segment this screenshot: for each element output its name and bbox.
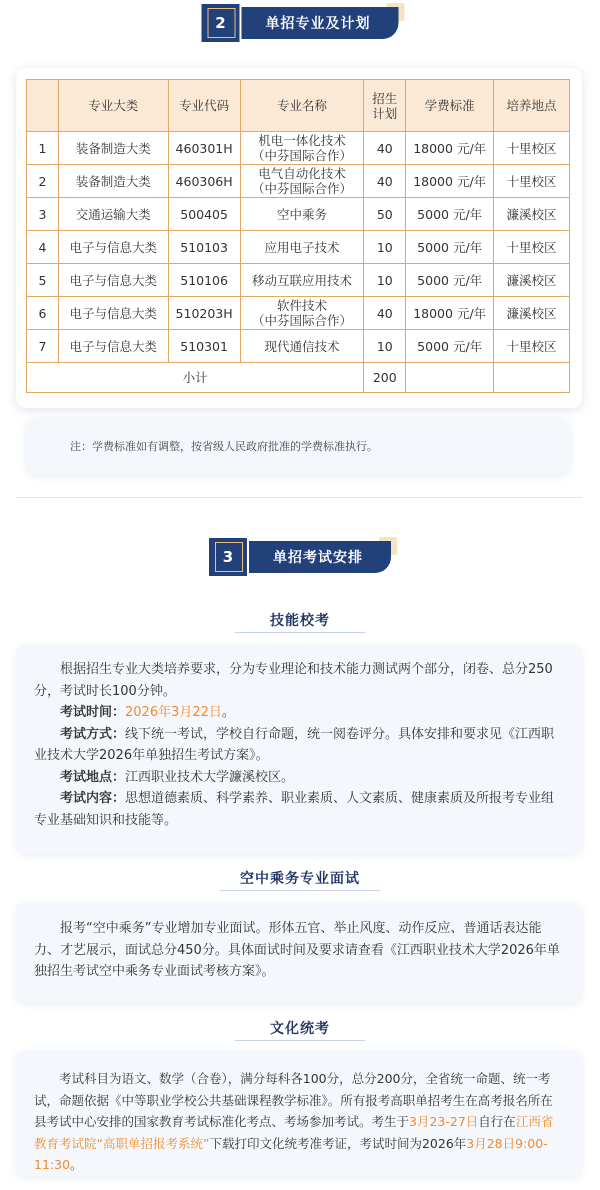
text: 。 xyxy=(221,705,235,720)
table-row xyxy=(27,198,570,231)
table-cell: 装备制造大类 xyxy=(58,132,168,165)
table-cell: 装备制造大类 xyxy=(58,165,168,198)
empty-cell xyxy=(406,363,494,393)
culture-exam-card xyxy=(16,1050,582,1176)
table-cell: 500405 xyxy=(168,198,240,231)
table-cell: 5000 元/年 xyxy=(406,198,494,231)
table-cell: 电气自动化技术 （中芬国际合作） xyxy=(240,165,364,198)
table-cell: 510103 xyxy=(168,231,240,264)
registration-system-link[interactable]: 江西省教育考试院“高职单招报考系统” xyxy=(34,1114,554,1151)
table-header-cell: 招生 计划 xyxy=(364,80,406,132)
table-row xyxy=(27,297,570,330)
table-row xyxy=(27,165,570,198)
skill-exam-title: 技能校考 xyxy=(270,613,330,629)
title-underline xyxy=(220,890,380,891)
section-title: 单招考试安排 xyxy=(249,541,391,573)
table-cell: 空中乘务 xyxy=(240,198,364,231)
plan-table xyxy=(26,79,570,393)
table-cell: 4 xyxy=(27,231,59,264)
text: 。 xyxy=(70,1157,83,1172)
section-number-badge xyxy=(202,4,240,42)
fee-note-text: 注：学费标准如有调整，按省级人民政府批准的学费标准执行。 xyxy=(70,440,378,453)
section-number: 2 xyxy=(215,14,226,32)
table-cell: 移动互联应用技术 xyxy=(240,264,364,297)
table-cell: 濂溪校区 xyxy=(494,198,570,231)
table-header-cell: 学费标准 xyxy=(406,80,494,132)
text: 考试科目为语文、数学（合卷），满分每科各100分，总分200分，全省统一命题、统一考试，命题依据《中等职业学校公共基础课程教学标准》。所有报考高职单招考生在高考报名所在县考试中心安排的国家教育考试标准化考点、考场参加考试。考生于 xyxy=(34,1071,553,1129)
table-cell: 电子与信息大类 xyxy=(58,264,168,297)
table-cell: 应用电子技术 xyxy=(240,231,364,264)
table-cell: 18000 元/年 xyxy=(406,132,494,165)
download-dates: 3月23-27日 xyxy=(409,1114,479,1129)
label: 考试方式： xyxy=(60,726,126,742)
text: 思想道德素质、科学素养、职业素质、人文素质、健康素质及所报考专业组专业基础知识和技能等。 xyxy=(34,791,555,828)
table-cell: 18000 元/年 xyxy=(406,165,494,198)
table-header-cell: 专业大类 xyxy=(58,80,168,132)
skill-time xyxy=(34,702,564,724)
skill-content xyxy=(34,788,564,831)
title-underline xyxy=(235,632,365,633)
table-cell: 10 xyxy=(364,264,406,297)
exam-datetime: 3月28日9:00-11:30 xyxy=(34,1135,548,1172)
table-cell: 460301H xyxy=(168,132,240,165)
text: 江西职业技术大学濂溪校区。 xyxy=(125,769,295,785)
table-header-cell: 专业代码 xyxy=(168,80,240,132)
subtotal-row xyxy=(27,363,570,393)
table-cell: 交通运输大类 xyxy=(58,198,168,231)
table-cell: 濂溪校区 xyxy=(494,264,570,297)
skill-exam-card xyxy=(16,645,582,853)
table-cell: 460306H xyxy=(168,165,240,198)
table-header-cell: 培养地点 xyxy=(494,80,570,132)
table-cell: 3 xyxy=(27,198,59,231)
exam-date: 2026年3月22日 xyxy=(125,705,222,720)
section-divider xyxy=(16,497,582,498)
table-cell: 十里校区 xyxy=(494,330,570,363)
table-cell: 电子与信息大类 xyxy=(58,231,168,264)
interview-text: 报考“空中乘务”专业增加专业面试。形体五官、举止风度、动作反应、普通话表达能力、才艺展示，面试总分450分。具体面试时间及要求请查看《江西职业技术大学2026年单独招生考试空中乘务专业面试考核方案》。 xyxy=(34,921,560,979)
table-cell: 5000 元/年 xyxy=(406,264,494,297)
subtotal-label: 小计 xyxy=(27,363,364,393)
skill-intro: 根据招生专业大类培养要求，分为专业理论和技术能力测试两个部分，闭卷、总分250分，考试时长100分钟。 xyxy=(34,662,553,699)
table-cell: 40 xyxy=(364,165,406,198)
section-number-badge xyxy=(209,538,247,576)
text: 线下统一考试，学校自行命题，统一阅卷评分。具体安排和要求见《江西职业技术大学2026年单独招生考试方案》。 xyxy=(34,726,555,763)
table-header-cell xyxy=(27,80,59,132)
label: 考试地点： xyxy=(60,769,126,785)
text: 下载打印文化统考准考证，考试时间为2026年 xyxy=(209,1135,467,1151)
skill-place xyxy=(34,767,564,789)
table-cell: 6 xyxy=(27,297,59,330)
table-cell: 电子与信息大类 xyxy=(58,330,168,363)
fee-note xyxy=(26,418,570,474)
empty-cell xyxy=(494,363,570,393)
title-underline xyxy=(235,1040,365,1041)
section-number: 3 xyxy=(222,548,234,566)
plan-table-card xyxy=(16,68,582,408)
table-cell: 40 xyxy=(364,297,406,330)
interview-card xyxy=(16,902,582,1002)
table-row xyxy=(27,132,570,165)
section-header-plan xyxy=(202,4,399,42)
table-cell: 50 xyxy=(364,198,406,231)
label: 考试时间： xyxy=(60,705,126,720)
culture-text xyxy=(34,1068,564,1176)
table-header-row xyxy=(27,80,570,132)
table-cell: 510301 xyxy=(168,330,240,363)
table-cell: 电子与信息大类 xyxy=(58,297,168,330)
table-row xyxy=(27,264,570,297)
text: 自行在 xyxy=(478,1114,516,1129)
table-cell: 1 xyxy=(27,132,59,165)
table-cell: 十里校区 xyxy=(494,231,570,264)
table-cell: 软件技术 （中芬国际合作） xyxy=(240,297,364,330)
skill-method xyxy=(34,724,564,767)
table-cell: 现代通信技术 xyxy=(240,330,364,363)
table-cell: 十里校区 xyxy=(494,165,570,198)
table-header-cell: 专业名称 xyxy=(240,80,364,132)
section-header-exam xyxy=(209,538,391,576)
table-cell: 10 xyxy=(364,231,406,264)
table-cell: 5000 元/年 xyxy=(406,330,494,363)
table-cell: 510203H xyxy=(168,297,240,330)
culture-exam-title: 文化统考 xyxy=(270,1021,330,1037)
table-cell: 十里校区 xyxy=(494,132,570,165)
table-cell: 5 xyxy=(27,264,59,297)
interview-title: 空中乘务专业面试 xyxy=(240,871,360,887)
table-cell: 2 xyxy=(27,165,59,198)
table-cell: 7 xyxy=(27,330,59,363)
table-cell: 40 xyxy=(364,132,406,165)
table-row xyxy=(27,231,570,264)
table-cell: 510106 xyxy=(168,264,240,297)
table-cell: 5000 元/年 xyxy=(406,231,494,264)
table-cell: 机电一体化技术 （中芬国际合作） xyxy=(240,132,364,165)
table-cell: 10 xyxy=(364,330,406,363)
label: 考试内容： xyxy=(60,791,126,806)
table-cell: 18000 元/年 xyxy=(406,297,494,330)
subtotal-value: 200 xyxy=(364,363,406,393)
table-cell: 濂溪校区 xyxy=(494,297,570,330)
table-row xyxy=(27,330,570,363)
section-title: 单招专业及计划 xyxy=(242,7,399,39)
